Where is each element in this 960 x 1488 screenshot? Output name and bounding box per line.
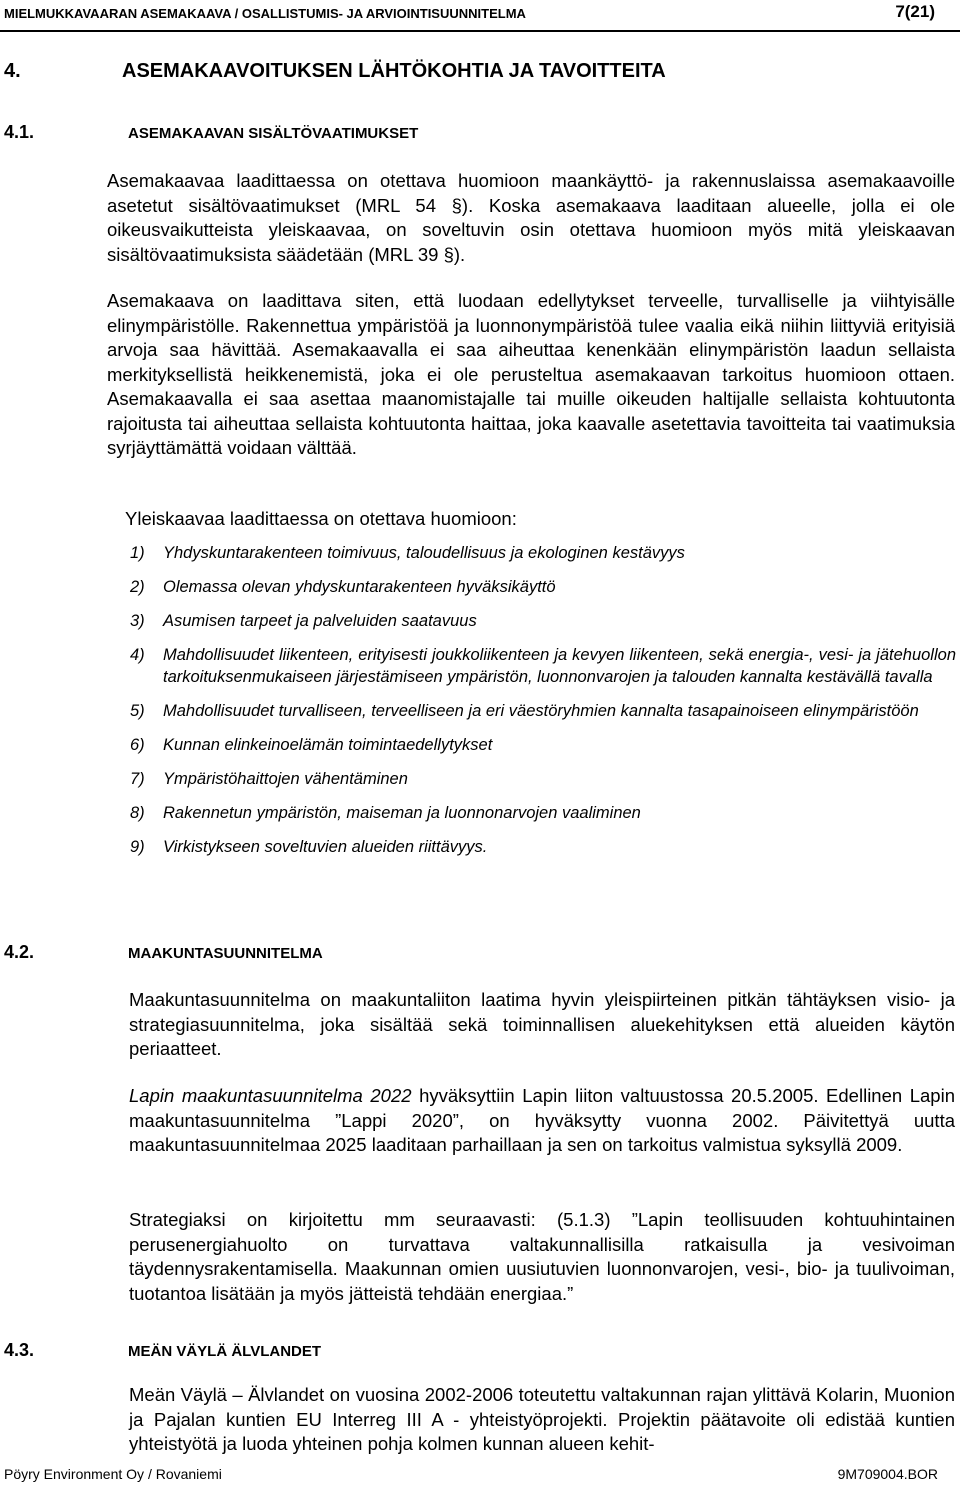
section-4-number: 4. bbox=[4, 60, 21, 82]
list-item-text: Yhdyskuntarakenteen toimivuus, taloudellisuus ja ekologinen kestävyys bbox=[163, 544, 685, 562]
list-item-text: Virkistykseen soveltuvien alueiden riittävyys. bbox=[163, 838, 488, 856]
list-item-number: 3) bbox=[130, 612, 145, 630]
page-number: 7(21) bbox=[895, 2, 935, 21]
plan-name-italic: Lapin maakuntasuunnitelma 2022 bbox=[129, 1085, 412, 1106]
list-item-number: 2) bbox=[130, 578, 145, 596]
document-header-title: MIELMUKKAVAARAN ASEMAKAAVA / OSALLISTUMIS- JA ARVIOINTISUUNNITELMA bbox=[4, 6, 526, 21]
s41-paragraph-1: Asemakaavaa laadittaessa on otettava huomioon maankäyttö- ja rakennuslaissa asemakaavoille asetetut sisältövaatimukset (MRL 54 §). Koska asemakaava laaditaan alueelle, jolla ei ole oikeusvaikutteista yleiskaavaa, on soveltuvin osin otettava huomioon myös mitä yleiskaavan sisältövaatimuksista säädetään (MRL 39 §). bbox=[107, 170, 955, 265]
list-item-number: 5) bbox=[130, 702, 145, 720]
footer-company: Pöyry Environment Oy / Rovaniemi bbox=[4, 1466, 222, 1482]
section-4-2-title: MAAKUNTASUUNNITELMA bbox=[128, 945, 323, 962]
list-item-text: Ympäristöhaittojen vähentäminen bbox=[163, 770, 408, 788]
list-item-number: 9) bbox=[130, 838, 145, 856]
list-item-number: 4) bbox=[130, 646, 145, 664]
section-4-1-number: 4.1. bbox=[4, 122, 35, 142]
list-item-text: Olemassa olevan yhdyskuntarakenteen hyväksikäyttö bbox=[163, 578, 556, 596]
list-item-text: Mahdollisuudet turvalliseen, terveelliseen ja eri väestöryhmien kannalta tasapainoiseen elinympäristöön bbox=[163, 702, 919, 720]
s43-paragraph-1: Meän Väylä – Älvlandet on vuosina 2002-2006 toteutettu valtakunnan rajan ylittävä Kolarin, Muonion ja Pajalan kuntien EU Interreg III A - yhteistyöprojekti. Projektin päätavoite oli edistää kuntien yhteistyötä ja luoda yhteinen pohja kolmen kunnan alueen kehit- bbox=[129, 1384, 955, 1454]
list-item-text: Rakennetun ympäristön, maiseman ja luonnonarvojen vaaliminen bbox=[163, 804, 641, 822]
list-item-text: Kunnan elinkeinoelämän toimintaedellytykset bbox=[163, 736, 493, 754]
list-item-text: Mahdollisuudet liikenteen, erityisesti joukkoliikenteen ja kevyen liikenteen, sekä energia-, vesi- ja jätehuollon tarkoituksenmukaiseen järjestämiseen ympäristön, luonnonvarojen ja talouden kannalta kestävällä tavalla bbox=[163, 646, 956, 686]
list-item bbox=[130, 836, 956, 858]
section-4-3-heading bbox=[4, 1340, 321, 1361]
list-item-number: 7) bbox=[130, 770, 145, 788]
list-item-text: Asumisen tarpeet ja palveluiden saatavuus bbox=[163, 612, 477, 630]
section-4-3-number: 4.3. bbox=[4, 1340, 35, 1360]
list-item bbox=[130, 576, 956, 598]
list-intro: Yleiskaavaa laadittaessa on otettava huomioon: bbox=[125, 508, 517, 529]
s42-paragraph-1: Maakuntasuunnitelma on maakuntaliiton laatima hyvin yleispiirteinen pitkän tähtäyksen visio- ja strategiasuunnitelma, joka sisältää sekä toiminnallisen aluekehityksen että alueiden käytön periaatteet. bbox=[129, 989, 955, 1059]
s42-paragraph-2 bbox=[129, 1084, 955, 1158]
s41-paragraph-2: Asemakaava on laadittava siten, että luodaan edellytykset terveelle, turvalliselle ja viihtyisälle elinympäristölle. Rakennettua ympäristöä ja luonnonympäristöä tulee vaalia eikä niihin liittyviä erityisiä arvoja saa hävittää. Asemakaavalla ei saa aiheuttaa kenenkään elinympäristön laadun sellaista merkityksellistä heikkenemistä, joka ei ole perusteltua asemakaavan tarkoitus huomioon ottaen. Asemakaavalla ei saa asettaa maanomistajalle tai muille oikeuden haltijalle sellaista kohtuutonta rajoitusta tai aiheuttaa sellaista kohtuutonta haittaa, joka kaavalle asetettavia tavoitteita tai vaatimuksia syrjäyttämättä voidaan välttää. bbox=[107, 290, 955, 458]
list-item bbox=[130, 768, 956, 790]
s42-paragraph-3: Strategiaksi on kirjoitettu mm seuraavasti: (5.1.3) ”Lapin teollisuuden kohtuuhintainen perusenergiahuolto on turvattava valtakunnallisilla ratkaisulla ja vesivoiman täydennysrakentamisella. Maakunnan omien uusiutuvien luonnonvarojen, vesi-, bio- ja tuulivoiman, tuotantoa lisätään ja myös jätteistä tehdään energiaa.” bbox=[129, 1209, 955, 1304]
list-item-number: 6) bbox=[130, 736, 145, 754]
section-4-1-heading bbox=[4, 122, 418, 143]
s42-paragraph-2-text: hyväksyttiin Lapin liiton valtuustossa 20.5.2005. Edellinen Lapin maakuntasuunnitelma ”Lappi 2020”, on hyväksytty vuonna 2002. Päivitettyä uutta maakuntasuunnitelmaa 2025 laaditaan parhaillaan ja sen on tarkoitus valmistua syksyllä 2009. bbox=[129, 1085, 955, 1155]
section-4-3-title: MEÄN VÄYLÄ ÄLVLANDET bbox=[128, 1343, 322, 1360]
header-divider bbox=[0, 30, 960, 32]
list-item-number: 8) bbox=[130, 804, 145, 822]
section-4-1-title: ASEMAKAAVAN SISÄLTÖVAATIMUKSET bbox=[128, 125, 419, 142]
list-item-number: 1) bbox=[130, 544, 145, 562]
list-item bbox=[130, 542, 956, 564]
list-item bbox=[130, 610, 956, 632]
section-4-title: ASEMAKAAVOITUKSEN LÄHTÖKOHTIA JA TAVOITTEITA bbox=[122, 60, 666, 82]
list-item bbox=[130, 734, 956, 756]
section-4-heading bbox=[4, 60, 666, 83]
list-item bbox=[130, 802, 956, 824]
section-4-2-heading bbox=[4, 942, 323, 963]
considerations-list bbox=[130, 542, 956, 870]
list-item bbox=[130, 700, 956, 722]
section-4-2-number: 4.2. bbox=[4, 942, 35, 962]
footer-document-code: 9M709004.BOR bbox=[837, 1466, 938, 1482]
list-item bbox=[130, 644, 956, 688]
